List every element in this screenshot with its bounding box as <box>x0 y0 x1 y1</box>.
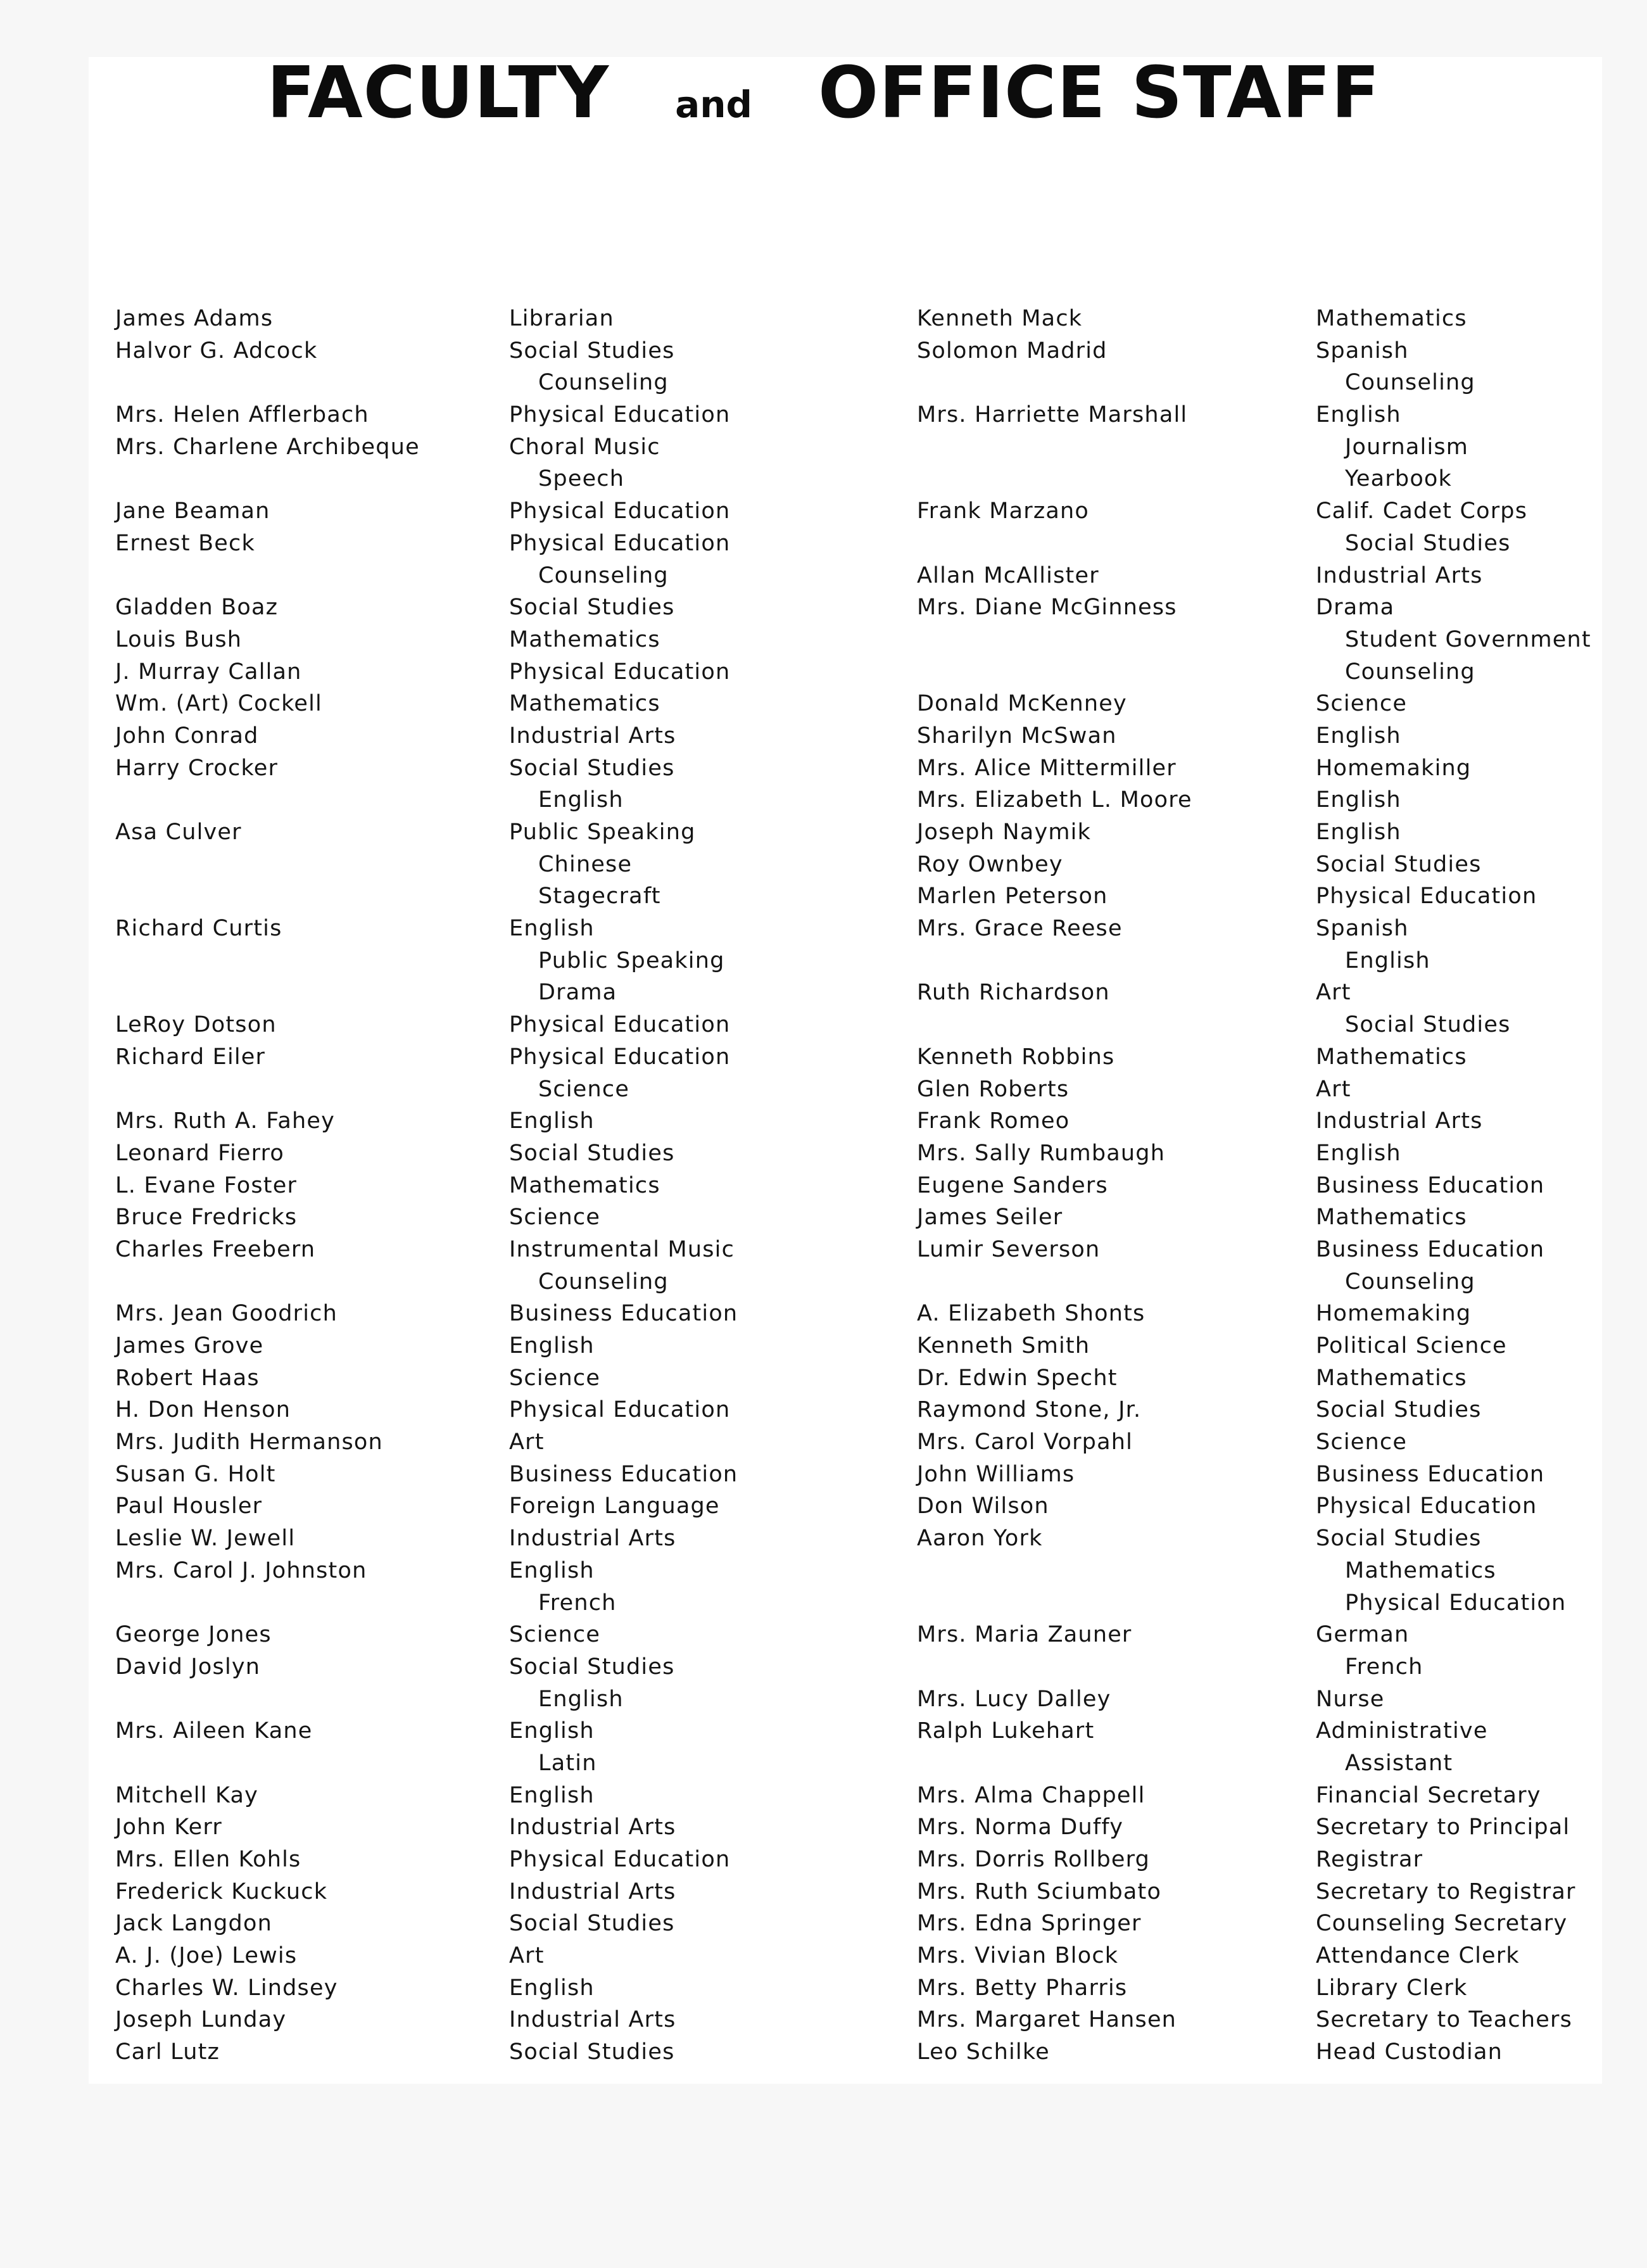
staff-name: Mrs. Ruth Sciumbato <box>917 1878 1162 1904</box>
staff-assignment: Physical Education <box>1345 1590 1567 1616</box>
staff-assignment: Physical Education <box>509 659 731 685</box>
staff-assignment: Industrial Arts <box>509 1878 676 1904</box>
staff-assignment: Physical Education <box>509 402 731 428</box>
spacer <box>917 1266 1192 1298</box>
staff-assignment: Nurse <box>1316 1686 1385 1712</box>
staff-assignment: English <box>538 1686 624 1712</box>
staff-assignment: Secretary to Teachers <box>1316 2007 1573 2033</box>
staff-name: Allan McAllister <box>917 562 1099 588</box>
staff-assignment: Science <box>509 1622 601 1648</box>
staff-name: A. J. (Joe) Lewis <box>115 1943 298 1969</box>
staff-name: Mrs. Carol Vorpahl <box>917 1429 1133 1455</box>
staff-assignment: Art <box>1316 1076 1351 1102</box>
staff-assignment: Social Studies <box>509 1654 675 1680</box>
staff-assignment: Yearbook <box>1345 466 1453 492</box>
staff-assignment: Business Education <box>1316 1172 1545 1198</box>
staff-name: Joseph Lunday <box>115 2007 287 2033</box>
staff-name: Mrs. Aileen Kane <box>115 1718 313 1744</box>
spacer <box>917 1747 1192 1780</box>
staff-name: Mrs. Harriette Marshall <box>917 402 1188 428</box>
staff-assignment: Physical Education <box>509 1044 731 1070</box>
staff-assignment: English <box>1316 820 1401 845</box>
staff-name: Charles Freebern <box>115 1236 316 1262</box>
staff-assignment: Social Studies <box>1345 530 1511 556</box>
staff-assignment: Mathematics <box>1316 1044 1467 1070</box>
spacer <box>917 1651 1192 1683</box>
spacer <box>115 1074 420 1106</box>
staff-name: Kenneth Mack <box>917 306 1083 331</box>
staff-name: LeRoy Dotson <box>115 1012 277 1038</box>
staff-assignment: Administrative <box>1316 1718 1488 1744</box>
staff-name: Mrs. Norma Duffy <box>917 1815 1124 1840</box>
staff-name: Mrs. Betty Pharris <box>917 1975 1128 2001</box>
staff-assignment: Art <box>509 1429 545 1455</box>
staff-assignment: German <box>1316 1622 1410 1648</box>
staff-name: Charles W. Lindsey <box>115 1975 338 2001</box>
staff-assignment: Secretary to Principal <box>1316 1815 1570 1840</box>
staff-assignment: Counseling <box>1345 659 1475 685</box>
staff-assignment: Stagecraft <box>538 884 661 909</box>
staff-assignment: English <box>509 916 595 942</box>
spacer <box>917 656 1192 688</box>
staff-assignment: Counseling <box>1345 370 1475 396</box>
staff-name: Solomon Madrid <box>917 338 1107 364</box>
staff-assignment: English <box>1316 402 1401 428</box>
staff-name: Sharilyn McSwan <box>917 723 1117 749</box>
staff-assignment: Social Studies <box>509 1140 675 1166</box>
staff-assignment: English <box>509 1557 595 1583</box>
staff-assignment: Counseling <box>1345 1269 1475 1295</box>
staff-name: Mitchell Kay <box>115 1782 259 1808</box>
spacer <box>115 1747 420 1780</box>
staff-name: A. Elizabeth Shonts <box>917 1301 1145 1327</box>
staff-name: Roy Ownbey <box>917 851 1063 877</box>
staff-assignment: Chinese <box>538 851 633 877</box>
staff-assignment: Instrumental Music <box>509 1236 735 1262</box>
staff-name: John Kerr <box>115 1815 222 1840</box>
staff-name: Ralph Lukehart <box>917 1718 1095 1744</box>
staff-name: J. Murray Callan <box>115 659 302 685</box>
staff-name: James Grove <box>115 1333 264 1359</box>
spacer <box>115 463 420 495</box>
staff-name: Donald McKenney <box>917 691 1127 717</box>
staff-assignment: Physical Education <box>509 530 731 556</box>
staff-name: Aaron York <box>917 1526 1043 1552</box>
staff-name: James Adams <box>115 306 274 331</box>
staff-name: Mrs. Dorris Rollberg <box>917 1847 1151 1872</box>
staff-name: Ernest Beck <box>115 530 255 556</box>
staff-name: Halvor G. Adcock <box>115 338 318 364</box>
staff-assignment: Counseling <box>538 1269 669 1295</box>
staff-name: Mrs. Vivian Block <box>917 1943 1119 1969</box>
staff-name: Kenneth Robbins <box>917 1044 1115 1070</box>
staff-assignment: Industrial Arts <box>1316 562 1483 588</box>
staff-name: Leslie W. Jewell <box>115 1526 296 1552</box>
staff-name: Don Wilson <box>917 1493 1049 1519</box>
staff-name: Mrs. Elizabeth L. Moore <box>917 787 1192 813</box>
spacer <box>917 367 1192 399</box>
title-office-staff: OFFICE STAFF <box>818 52 1380 134</box>
staff-assignment: Financial Secretary <box>1316 1782 1541 1808</box>
staff-name: Mrs. Maria Zauner <box>917 1622 1132 1648</box>
spacer <box>115 977 420 1009</box>
staff-name: John Conrad <box>115 723 259 749</box>
staff-assignment: Science <box>509 1205 601 1231</box>
staff-name: Richard Eiler <box>115 1044 266 1070</box>
staff-assignment: Physical Education <box>509 1397 731 1423</box>
staff-assignment: Library Clerk <box>1316 1975 1468 2001</box>
staff-assignment: Drama <box>1316 595 1395 621</box>
spacer <box>115 560 420 592</box>
spacer <box>115 945 420 977</box>
spacer <box>115 784 420 816</box>
staff-assignment: Social Studies <box>509 338 675 364</box>
staff-assignment: Head Custodian <box>1316 2039 1503 2065</box>
staff-name: Mrs. Edna Springer <box>917 1911 1142 1937</box>
staff-name: Leonard Fierro <box>115 1140 285 1166</box>
staff-name: Leo Schilke <box>917 2039 1050 2065</box>
staff-name: H. Don Henson <box>115 1397 291 1423</box>
page-title <box>0 52 1647 134</box>
staff-name: Kenneth Smith <box>917 1333 1090 1359</box>
spacer <box>115 1683 420 1716</box>
spacer <box>917 528 1192 560</box>
spacer <box>917 624 1192 656</box>
staff-assignment: Industrial Arts <box>509 1526 676 1552</box>
staff-assignment: Industrial Arts <box>509 723 676 749</box>
staff-assignment: Science <box>538 1076 630 1102</box>
staff-assignment: Social Studies <box>1316 1397 1482 1423</box>
staff-name: David Joslyn <box>115 1654 261 1680</box>
spacer <box>115 880 420 913</box>
staff-assignment: Industrial Arts <box>509 1815 676 1840</box>
staff-assignment: English <box>1316 1140 1401 1166</box>
staff-name: Mrs. Carol J. Johnston <box>115 1557 367 1583</box>
staff-assignment: Mathematics <box>1316 306 1467 331</box>
spacer <box>115 1266 420 1298</box>
staff-assignment: Social Studies <box>1316 1526 1482 1552</box>
staff-assignment: English <box>1316 723 1401 749</box>
staff-name: Bruce Fredricks <box>115 1205 298 1231</box>
staff-assignment: Mathematics <box>509 1172 660 1198</box>
staff-name: Mrs. Alice Mittermiller <box>917 755 1177 781</box>
staff-assignment: Physical Education <box>1316 1493 1537 1519</box>
staff-name: Robert Haas <box>115 1365 260 1391</box>
staff-assignment: Science <box>1316 1429 1408 1455</box>
staff-assignment: Secretary to Registrar <box>1316 1878 1576 1904</box>
staff-name: Mrs. Ellen Kohls <box>115 1847 301 1872</box>
staff-assignment: Social Studies <box>509 755 675 781</box>
staff-assignment: Social Studies <box>509 595 675 621</box>
staff-assignment: English <box>509 1108 595 1134</box>
staff-name: Mrs. Sally Rumbaugh <box>917 1140 1166 1166</box>
spacer <box>115 367 420 399</box>
staff-name: Jane Beaman <box>115 498 270 524</box>
staff-name: Susan G. Holt <box>115 1461 276 1487</box>
staff-assignment: Student Government <box>1345 626 1591 652</box>
staff-name: Frank Marzano <box>917 498 1090 524</box>
spacer <box>917 1555 1192 1587</box>
staff-name: Mrs. Charlene Archibeque <box>115 434 420 460</box>
title-and: and <box>675 83 753 126</box>
staff-assignment: Homemaking <box>1316 1301 1472 1327</box>
spacer <box>115 849 420 881</box>
staff-assignment: English <box>1345 947 1430 973</box>
staff-name: Raymond Stone, Jr. <box>917 1397 1142 1423</box>
staff-assignment: French <box>1345 1654 1423 1680</box>
staff-assignment: Physical Education <box>509 1012 731 1038</box>
staff-assignment: Mathematics <box>1316 1205 1467 1231</box>
staff-assignment: Spanish <box>1316 338 1409 364</box>
staff-assignment: Physical Education <box>509 1847 731 1872</box>
staff-assignment: Social Studies <box>509 1911 675 1937</box>
spacer <box>917 1009 1192 1041</box>
staff-name: Asa Culver <box>115 820 242 845</box>
staff-assignment: Speech <box>538 466 625 492</box>
staff-assignment: Mathematics <box>1316 1365 1467 1391</box>
staff-assignment: Registrar <box>1316 1847 1423 1872</box>
staff-name: Glen Roberts <box>917 1076 1070 1102</box>
staff-assignment: Social Studies <box>1345 1012 1511 1038</box>
staff-assignment: Spanish <box>1316 916 1409 942</box>
staff-assignment: Art <box>509 1943 545 1969</box>
staff-assignment: Physical Education <box>509 498 731 524</box>
title-faculty: FACULTY <box>267 52 610 134</box>
staff-name: Frederick Kuckuck <box>115 1878 328 1904</box>
staff-name: Richard Curtis <box>115 916 282 942</box>
staff-name: Wm. (Art) Cockell <box>115 691 322 717</box>
staff-assignment: Social Studies <box>1316 851 1482 877</box>
staff-assignment: Counseling <box>538 370 669 396</box>
staff-assignment: Choral Music <box>509 434 660 460</box>
spacer <box>917 945 1192 977</box>
staff-name: George Jones <box>115 1622 272 1648</box>
staff-assignment: Drama <box>538 980 617 1006</box>
staff-assignment: Calif. Cadet Corps <box>1316 498 1528 524</box>
faculty-subjects-column-2 <box>1316 303 1591 2068</box>
staff-name: Dr. Edwin Specht <box>917 1365 1118 1391</box>
staff-assignment: Industrial Arts <box>509 2007 676 2033</box>
staff-name: Mrs. Jean Goodrich <box>115 1301 338 1327</box>
staff-assignment: Foreign Language <box>509 1493 720 1519</box>
spacer <box>917 463 1192 495</box>
spacer <box>917 431 1192 464</box>
staff-name: Mrs. Judith Hermanson <box>115 1429 383 1455</box>
staff-name: L. Evane Foster <box>115 1172 298 1198</box>
staff-assignment: French <box>538 1590 617 1616</box>
staff-assignment: English <box>538 787 624 813</box>
staff-name: Ruth Richardson <box>917 980 1110 1006</box>
staff-name: Mrs. Grace Reese <box>917 916 1123 942</box>
staff-name: Mrs. Diane McGinness <box>917 595 1177 621</box>
staff-assignment: English <box>509 1333 595 1359</box>
staff-name: Marlen Peterson <box>917 884 1108 909</box>
staff-assignment: Business Education <box>1316 1461 1545 1487</box>
staff-name: Gladden Boaz <box>115 595 279 621</box>
staff-assignment: Industrial Arts <box>1316 1108 1483 1134</box>
staff-assignment: Journalism <box>1345 434 1469 460</box>
staff-name: Louis Bush <box>115 626 243 652</box>
staff-name: Mrs. Lucy Dalley <box>917 1686 1111 1712</box>
faculty-names-column-2 <box>917 303 1192 2068</box>
spacer <box>115 1587 420 1619</box>
staff-name: Lumir Severson <box>917 1236 1101 1262</box>
staff-assignment: Public Speaking <box>538 947 725 973</box>
staff-assignment: Social Studies <box>509 2039 675 2065</box>
staff-assignment: Science <box>1316 691 1408 717</box>
staff-assignment: Assistant <box>1345 1750 1453 1776</box>
staff-assignment: Business Education <box>1316 1236 1545 1262</box>
staff-name: Jack Langdon <box>115 1911 272 1937</box>
staff-assignment: Latin <box>538 1750 597 1776</box>
staff-assignment: Business Education <box>509 1301 738 1327</box>
staff-assignment: Science <box>509 1365 601 1391</box>
spacer <box>917 1587 1192 1619</box>
staff-assignment: Attendance Clerk <box>1316 1943 1520 1969</box>
staff-assignment: Physical Education <box>1316 884 1537 909</box>
staff-name: Mrs. Helen Afflerbach <box>115 402 369 428</box>
staff-name: Mrs. Margaret Hansen <box>917 2007 1177 2033</box>
faculty-subjects-column-1 <box>509 303 738 2068</box>
staff-name: John Williams <box>917 1461 1075 1487</box>
staff-name: Harry Crocker <box>115 755 279 781</box>
staff-name: Paul Housler <box>115 1493 263 1519</box>
staff-name: Mrs. Ruth A. Fahey <box>115 1108 336 1134</box>
staff-assignment: Public Speaking <box>509 820 696 845</box>
faculty-names-column-1 <box>115 303 420 2068</box>
staff-assignment: Political Science <box>1316 1333 1507 1359</box>
staff-name: Carl Lutz <box>115 2039 220 2065</box>
staff-assignment: Counseling <box>538 562 669 588</box>
staff-name: Frank Romeo <box>917 1108 1070 1134</box>
staff-name: Eugene Sanders <box>917 1172 1108 1198</box>
staff-name: James Seiler <box>917 1205 1063 1231</box>
staff-assignment: Mathematics <box>509 626 660 652</box>
staff-assignment: Librarian <box>509 306 614 331</box>
staff-assignment: Mathematics <box>1345 1557 1496 1583</box>
staff-assignment: English <box>509 1718 595 1744</box>
staff-name: Mrs. Alma Chappell <box>917 1782 1145 1808</box>
staff-assignment: English <box>509 1782 595 1808</box>
staff-assignment: English <box>1316 787 1401 813</box>
staff-assignment: Mathematics <box>509 691 660 717</box>
staff-assignment: Homemaking <box>1316 755 1472 781</box>
staff-name: Joseph Naymik <box>917 820 1092 845</box>
staff-assignment: English <box>509 1975 595 2001</box>
staff-assignment: Counseling Secretary <box>1316 1911 1568 1937</box>
staff-assignment: Business Education <box>509 1461 738 1487</box>
staff-assignment: Art <box>1316 980 1351 1006</box>
